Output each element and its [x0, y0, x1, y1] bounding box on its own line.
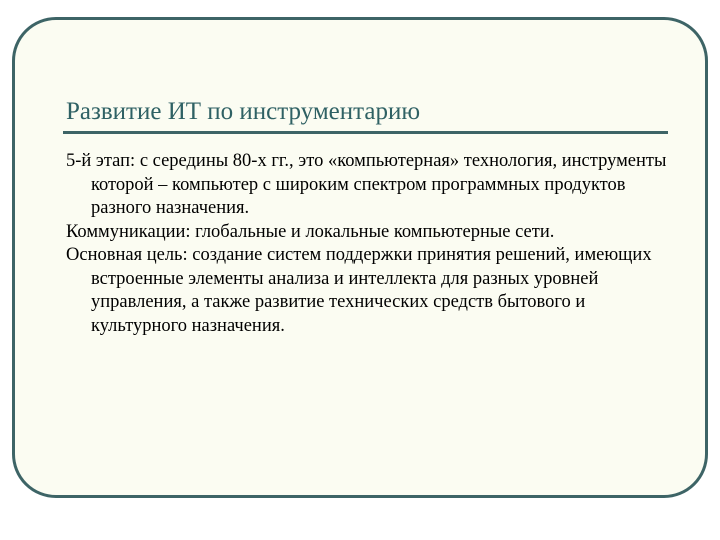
slide-title: Развитие ИТ по инструментарию — [66, 98, 421, 125]
paragraph-stage: 5-й этап: с середины 80-х гг., это «компьютерная» технология, инструменты которой – компьютер с широким спектром программных продуктов разного назначения. — [66, 151, 667, 218]
paragraph-communications: Коммуникации: глобальные и локальные компьютерные сети. — [66, 221, 555, 242]
title-divider — [63, 131, 668, 134]
slide-body — [66, 150, 676, 338]
paragraph-main-goal: Основная цель: создание систем поддержки принятия решений, имеющих встроенные элементы анализа и интеллекта для разных уровней управления, а также развитие технических средств бытового и культурного назначения. — [66, 245, 652, 336]
